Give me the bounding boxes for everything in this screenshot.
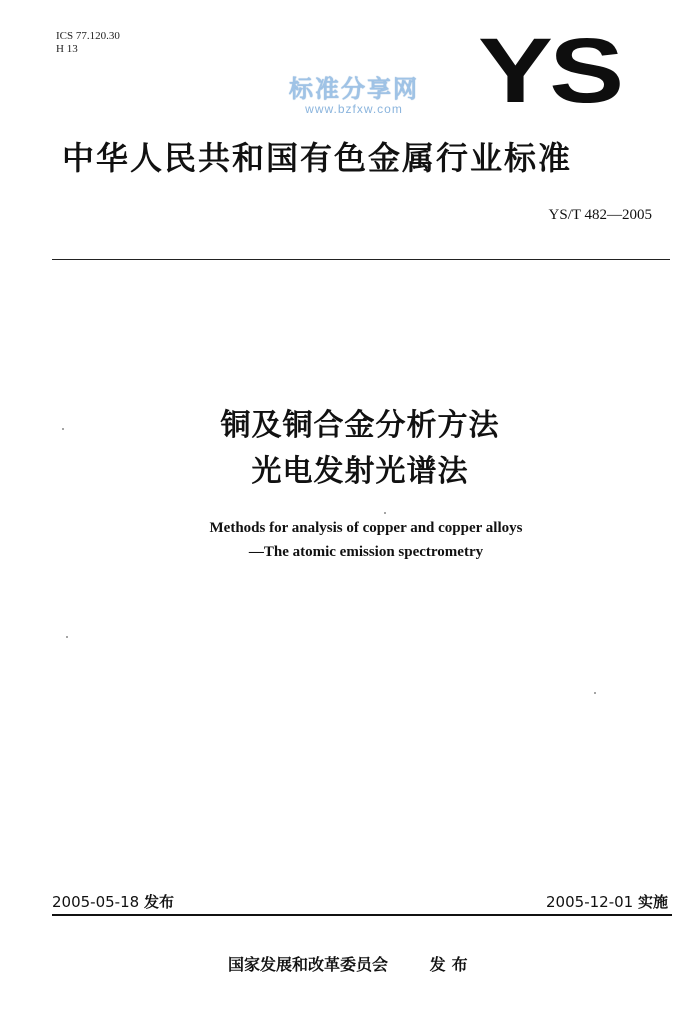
- title-cn-line2: 光电发射光谱法: [251, 454, 469, 489]
- org-title: 中华人民共和国有色金属行业标准: [62, 139, 573, 177]
- classification-codes: [56, 30, 120, 56]
- scan-speck: [384, 512, 386, 514]
- watermark-url: www.bzfxw.com: [305, 102, 403, 116]
- standard-number: YS/T 482—2005: [548, 207, 652, 223]
- ics-code: ICS 77.120.30: [56, 30, 120, 42]
- scan-speck: [594, 692, 596, 694]
- implementation-date-suffix: 实施: [637, 893, 668, 911]
- title-en-line1: Methods for analysis of copper and copper alloys: [209, 520, 523, 536]
- watermark-title: 标准分享网: [289, 75, 419, 103]
- header-divider: [52, 259, 670, 260]
- ys-logo: YS: [478, 20, 621, 122]
- ccs-code: H 13: [56, 43, 78, 55]
- issuer: [228, 954, 474, 976]
- issuer-publish: 发布: [429, 955, 474, 974]
- scan-speck: [62, 428, 64, 430]
- issue-date: [52, 892, 174, 912]
- scan-speck: [66, 636, 68, 638]
- issue-date-suffix: 发布: [143, 893, 174, 911]
- title-en-line2: —The atomic emission spectrometry: [248, 544, 484, 560]
- footer-divider: [52, 914, 672, 916]
- issue-date-value: 2005-05-18: [52, 893, 140, 911]
- title-cn-line1: 铜及铜合金分析方法: [220, 408, 500, 443]
- watermark: [274, 76, 434, 116]
- issuer-name: 国家发展和改革委员会: [228, 955, 389, 974]
- implementation-date: [546, 892, 668, 912]
- implementation-date-value: 2005-12-01: [546, 893, 634, 911]
